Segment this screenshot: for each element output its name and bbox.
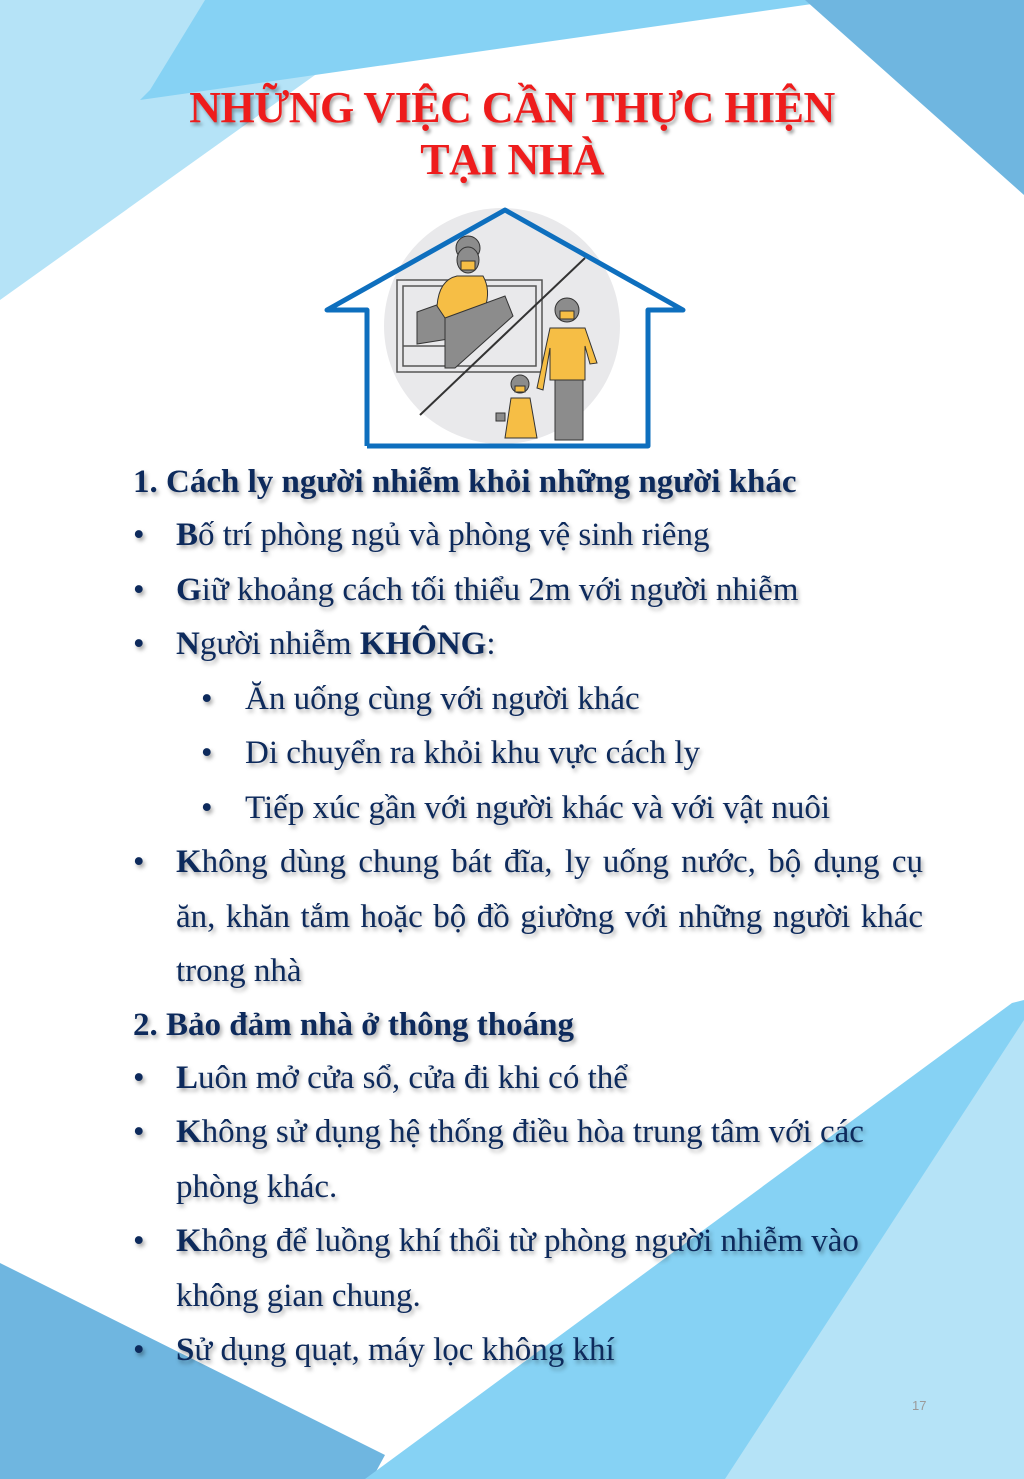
page-title-line-2: TẠI NHÀ	[420, 135, 604, 184]
house-isolation-illustration	[305, 198, 725, 458]
bullet-icon: •	[133, 571, 145, 608]
page-number: 17	[912, 1398, 927, 1413]
bullet-icon: •	[133, 1114, 145, 1150]
bullet-icon: •	[201, 735, 213, 771]
bullet-icon: •	[201, 680, 213, 717]
list-item: • Không sử dụng hệ thống điều hòa trung tâm với các phòng khác.	[133, 1105, 923, 1214]
bullet-icon: •	[133, 1332, 145, 1368]
content-body	[133, 456, 923, 1378]
bullet-icon: •	[133, 1059, 145, 1096]
bullet-icon: •	[133, 517, 145, 553]
list-item: • Giữ khoảng cách tối thiểu 2m với người nhiễm	[133, 563, 923, 618]
page-title	[0, 82, 1024, 186]
bullet-icon: •	[133, 844, 145, 880]
section-1	[133, 456, 923, 999]
list-item: • Không để luồng khí thổi từ phòng người nhiễm vào không gian chung.	[133, 1214, 923, 1323]
section-heading: 1. Cách ly người nhiễm khỏi những người khác	[133, 464, 797, 500]
list-item: • Người nhiễm KHÔNG:	[133, 617, 923, 672]
bullet-icon: •	[201, 789, 213, 826]
page-title-line-1: NHỮNG VIỆC CẦN THỰC HIỆN	[189, 83, 835, 132]
sub-list-item: • Di chuyển ra khỏi khu vực cách ly	[133, 726, 923, 781]
section-2	[133, 999, 923, 1378]
sub-list-item: • Tiếp xúc gần với người khác và với vật nuôi	[133, 781, 923, 836]
list-item: • Sử dụng quạt, máy lọc không khí	[133, 1323, 923, 1378]
section-heading: 2. Bảo đảm nhà ở thông thoáng	[133, 1006, 574, 1043]
list-item: • Không dùng chung bát đĩa, ly uống nước, bộ dụng cụ ăn, khăn tắm hoặc bộ đồ giường với những người khác trong nhà	[133, 835, 923, 999]
sub-list-item: • Ăn uống cùng với người khác	[133, 672, 923, 727]
list-item: • Luôn mở cửa sổ, cửa đi khi có thể	[133, 1051, 923, 1106]
emphasis-text: KHÔNG	[359, 626, 487, 662]
list-item: • Bố trí phòng ngủ và phòng vệ sinh riêng	[133, 508, 923, 563]
bullet-icon: •	[133, 626, 145, 662]
bullet-icon: •	[133, 1223, 145, 1259]
